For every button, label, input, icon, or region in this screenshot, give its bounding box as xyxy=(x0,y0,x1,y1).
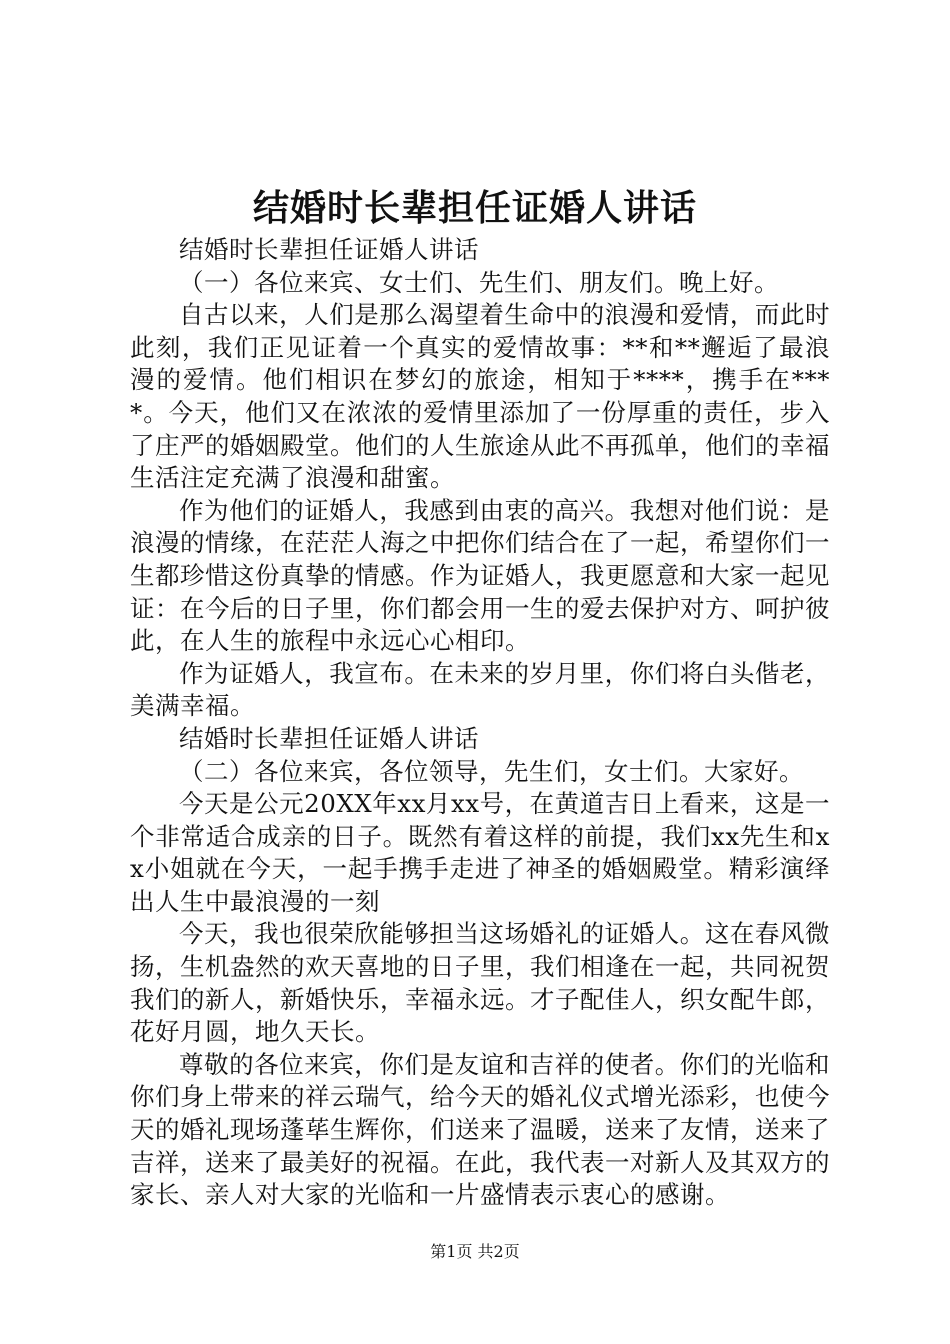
document-body xyxy=(130,234,830,1212)
page-title: 结婚时长辈担任证婚人讲话 xyxy=(252,187,697,229)
paragraph: 今天，我也很荣欣能够担当这场婚礼的证婚人。这在春风微扬，生机盎然的欢天喜地的日子里，我们相逢在一起，共同祝贺我们的新人，新婚快乐，幸福永远。才子配佳人，织女配牛郎，花好月圆，地久天长。 xyxy=(130,919,830,1047)
paragraph: （二）各位来宾，各位领导，先生们，女士们。大家好。 xyxy=(179,756,804,786)
page-footer: 第1页 共2页 xyxy=(430,1242,520,1261)
paragraph: （一）各位来宾、女士们、先生们、朋友们。晚上好。 xyxy=(179,267,779,297)
paragraph: 尊敬的各位来宾，你们是友谊和吉祥的使者。你们的光临和你们身上带来的祥云瑞气，给今天的婚礼仪式增光添彩，也使今天的婚礼现场蓬荜生辉你，们送来了温暖，送来了友情，送来了吉祥，送来了最美好的祝福。在此，我代表一对新人及其双方的家长、亲人对大家的光临和一片盛情表示衷心的感谢。 xyxy=(130,1049,830,1210)
paragraph: 作为他们的证婚人，我感到由衷的高兴。我想对他们说：是浪漫的情缘，在茫茫人海之中把你们结合在了一起，希望你们一生都珍惜这份真挚的情感。作为证婚人，我更愿意和大家一起见证：在今后的日子里，你们都会用一生的爱去保护对方、呵护彼此，在人生的旅程中永远心心相印。 xyxy=(130,495,830,656)
paragraph: 自古以来，人们是那么渴望着生命中的浪漫和爱情，而此时此刻，我们正见证着一个真实的爱情故事：**和**邂逅了最浪漫的爱情。他们相识在梦幻的旅途，相知于****，携手在****。今天，他们又在浓浓的爱情里添加了一份厚重的责任，步入了庄严的婚姻殿堂。他们的人生旅途从此不再孤单，他们的幸福生活注定充满了浪漫和甜蜜。 xyxy=(130,300,830,493)
paragraph: 结婚时长辈担任证婚人讲话 xyxy=(179,235,479,264)
paragraph: 作为证婚人，我宣布。在未来的岁月里，你们将白头偕老，美满幸福。 xyxy=(130,658,830,721)
paragraph: 结婚时长辈担任证婚人讲话 xyxy=(179,723,479,753)
paragraph: 今天是公元20XX年xx月xx号，在黄道吉日上看来，这是一个非常适合成亲的日子。既然有着这样的前提，我们xx先生和xx小姐就在今天，一起手携手走进了神圣的婚姻殿堂。精彩演绎出人生中最浪漫的一刻 xyxy=(130,789,830,916)
